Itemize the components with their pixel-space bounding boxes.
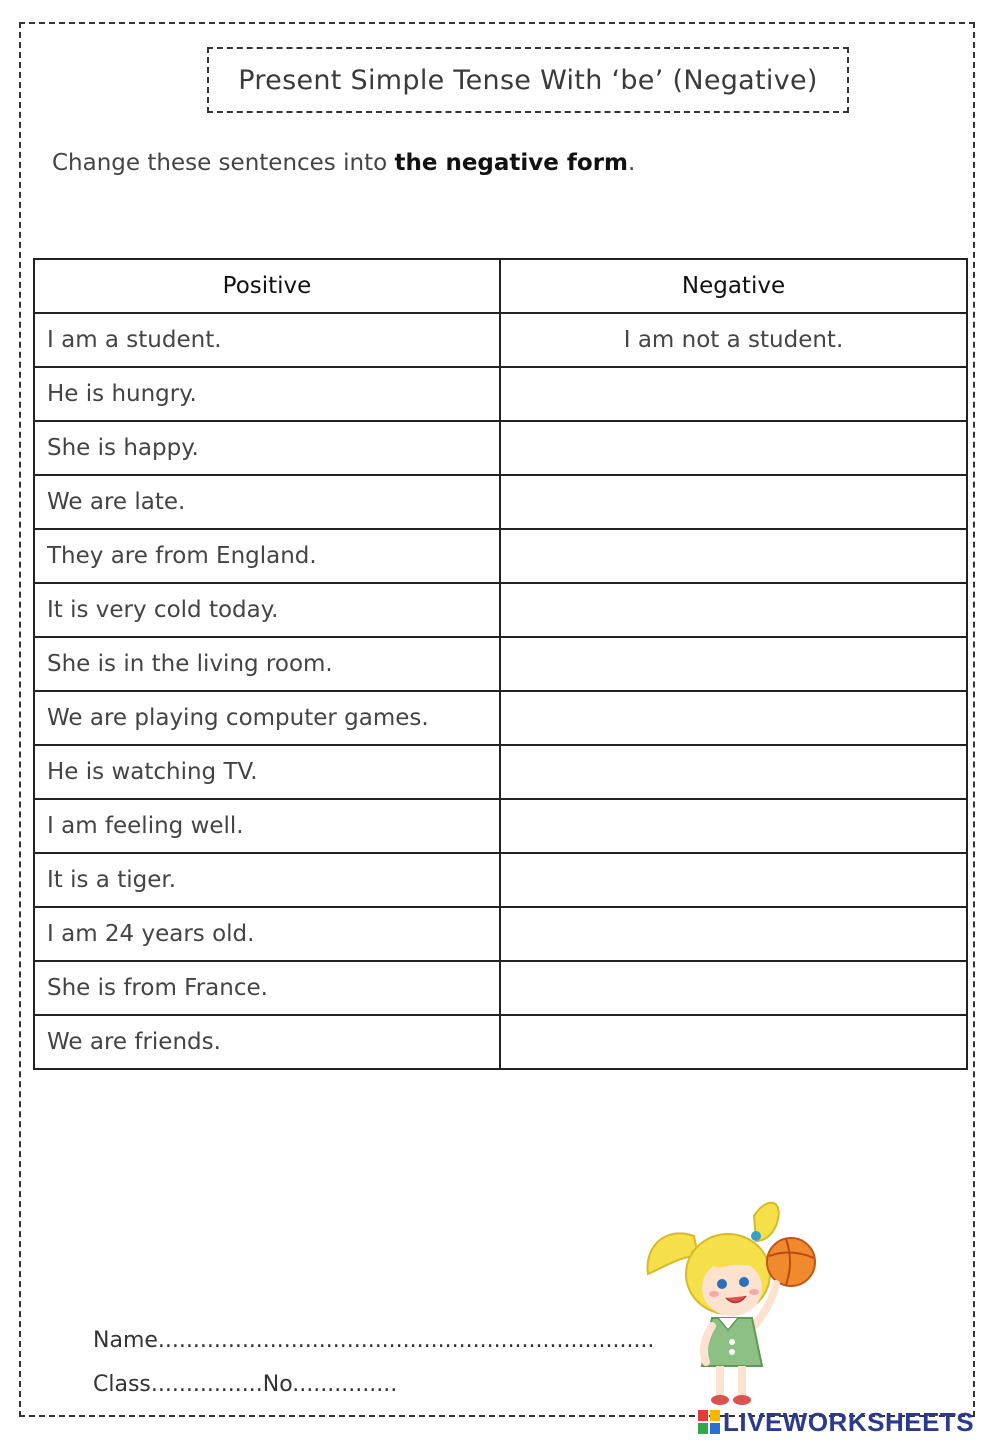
positive-cell: She is in the living room.	[34, 637, 500, 691]
positive-cell: We are friends.	[34, 1015, 500, 1069]
table-row	[34, 583, 967, 637]
positive-cell: I am feeling well.	[34, 799, 500, 853]
instruction-suffix: .	[628, 150, 636, 176]
positive-cell: He is watching TV.	[34, 745, 500, 799]
title-text: Present Simple Tense With ‘be’ (Negative)	[238, 64, 818, 96]
positive-cell: It is a tiger.	[34, 853, 500, 907]
negative-answer-cell[interactable]	[500, 691, 967, 745]
table-row	[34, 367, 967, 421]
negative-answer-cell[interactable]: I am not a student.	[500, 313, 967, 367]
name-field-line: Name.......................................................................	[93, 1328, 655, 1353]
table-row	[34, 961, 967, 1015]
table-row	[34, 313, 967, 367]
negative-answer-cell[interactable]	[500, 475, 967, 529]
negative-answer-cell[interactable]	[500, 421, 967, 475]
positive-cell: We are late.	[34, 475, 500, 529]
logo-text: LIVEWORKSHEETS	[723, 1406, 975, 1437]
negative-answer-cell[interactable]	[500, 961, 967, 1015]
positive-cell: I am a student.	[34, 313, 500, 367]
negative-answer-cell[interactable]	[500, 637, 967, 691]
negative-answer-cell[interactable]	[500, 907, 967, 961]
class-field-line: Class................No...............	[93, 1372, 398, 1397]
negative-answer-cell[interactable]	[500, 529, 967, 583]
table-row	[34, 799, 967, 853]
table-row	[34, 1015, 967, 1069]
positive-cell: They are from England.	[34, 529, 500, 583]
negative-answer-cell[interactable]	[500, 799, 967, 853]
liveworksheets-logo	[697, 1407, 974, 1437]
positive-cell: She is happy.	[34, 421, 500, 475]
negative-answer-cell[interactable]	[500, 583, 967, 637]
table-row	[34, 421, 967, 475]
positive-cell: I am 24 years old.	[34, 907, 500, 961]
positive-cell: He is hungry.	[34, 367, 500, 421]
instruction-prefix: Change these sentences into	[52, 150, 395, 176]
instruction	[52, 150, 635, 176]
negative-answer-cell[interactable]	[500, 1015, 967, 1069]
table-row	[34, 907, 967, 961]
table-row	[34, 475, 967, 529]
table-row	[34, 745, 967, 799]
negative-answer-cell[interactable]	[500, 367, 967, 421]
positive-cell: We are playing computer games.	[34, 691, 500, 745]
table-row	[34, 637, 967, 691]
logo-blocks-icon	[697, 1409, 721, 1435]
table-row	[34, 529, 967, 583]
girl-with-ball-illustration	[636, 1196, 848, 1408]
header-negative: Negative	[500, 259, 967, 313]
negative-answer-cell[interactable]	[500, 745, 967, 799]
sentences-table	[33, 258, 968, 1070]
negative-answer-cell[interactable]	[500, 853, 967, 907]
worksheet-title	[207, 47, 849, 113]
table-row	[34, 853, 967, 907]
instruction-bold: the negative form	[394, 150, 629, 176]
table-header-row	[34, 259, 967, 313]
header-positive: Positive	[34, 259, 500, 313]
positive-cell: She is from France.	[34, 961, 500, 1015]
positive-cell: It is very cold today.	[34, 583, 500, 637]
table-row	[34, 691, 967, 745]
